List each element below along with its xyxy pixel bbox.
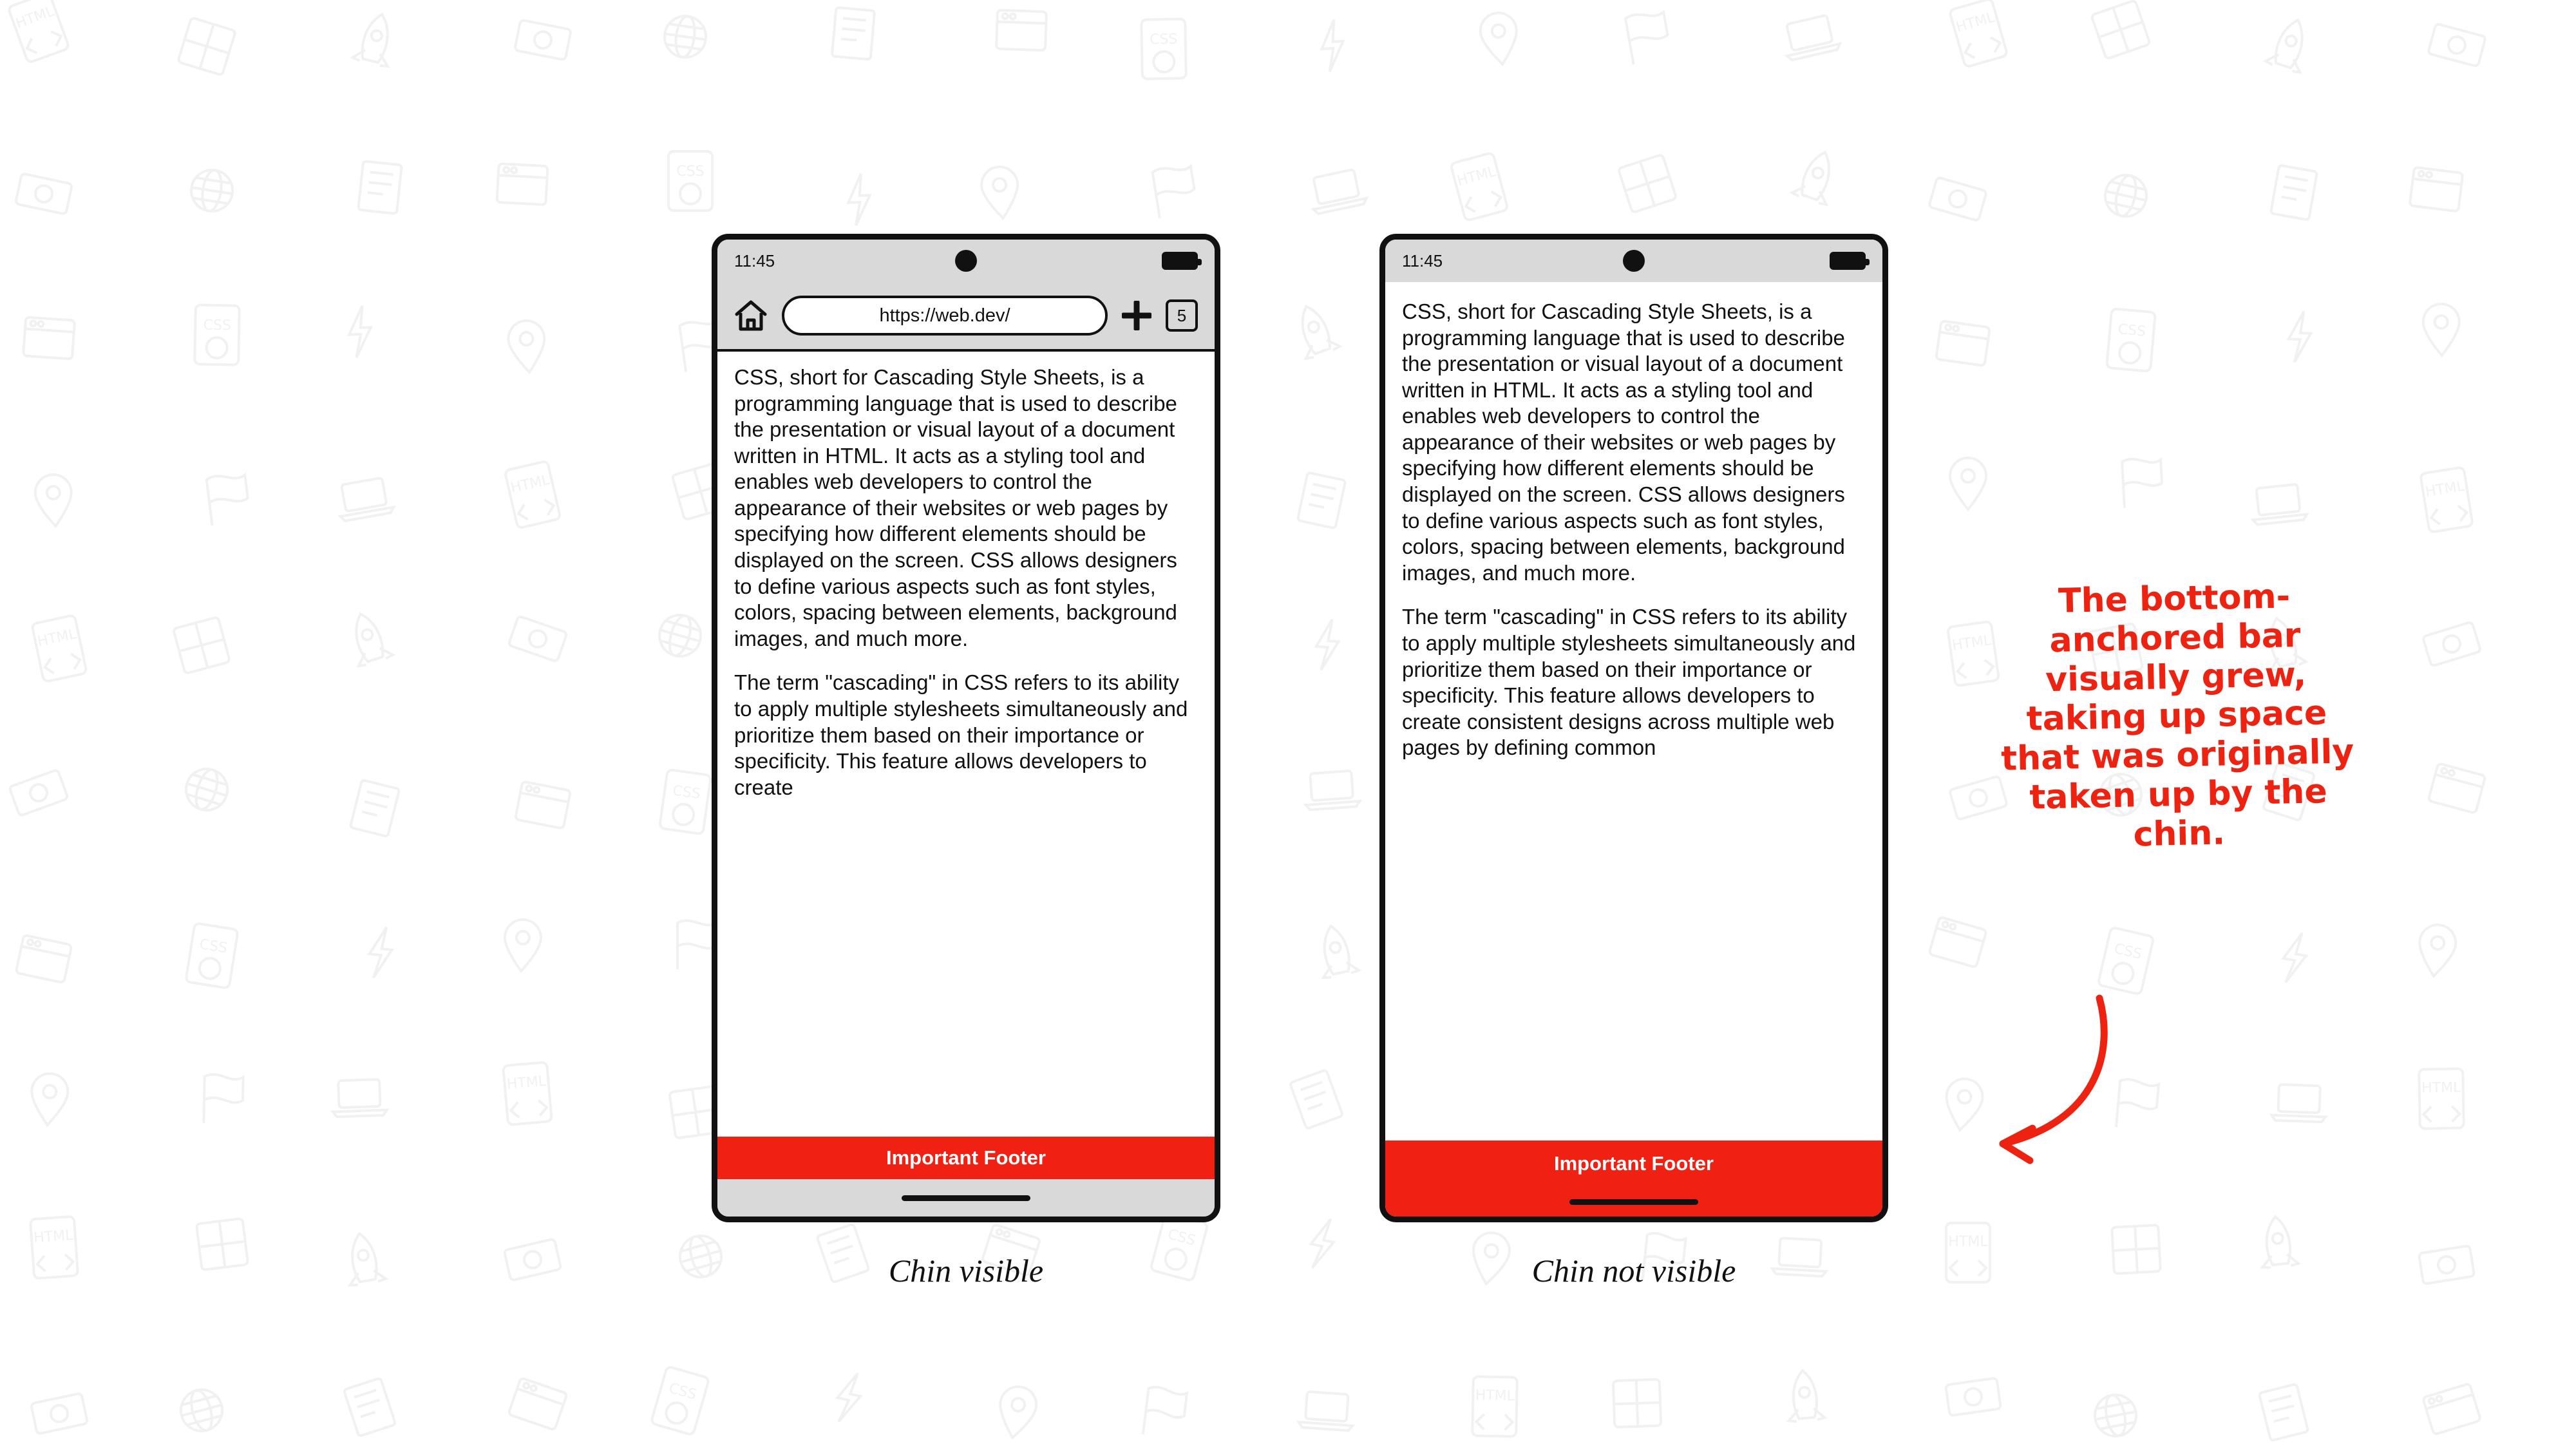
plus-icon[interactable] [1122,301,1151,330]
home-indicator[interactable] [902,1195,1030,1201]
annotation-text: The bottom-anchored bar visually grew, taking up space that was originally taken up by the chin. [2000,577,2354,855]
status-time: 11:45 [1402,251,1443,270]
url-input[interactable] [782,296,1108,336]
page-content [1385,282,1882,761]
device-chin [717,1179,1215,1217]
home-indicator[interactable] [1569,1199,1698,1205]
paragraph: CSS, short for Cascading Style Sheets, is a programming language that is used to describe the presentation or visual layout of a document written in HTML. It acts as a styling tool and enables web developers to control the appearance of their websites or web pages by specifying how different elements should be displayed on the screen. CSS allows designers to define various aspects such as font styles, colors, spacing between elements, background images, and much more. [1402,299,1845,585]
paragraph: The term "cascading" in CSS refers to its ability to apply multiple stylesheets simultaneously and prioritize them based on their importance or specificity. This feature allows developers to create [734,670,1188,799]
tab-count-button[interactable]: 5 [1166,299,1198,332]
footer-label: Important Footer [886,1146,1046,1169]
browser-toolbar [717,282,1215,352]
caption-chin-visible: Chin visible [888,1253,1044,1289]
page-content [717,352,1215,800]
home-icon[interactable] [734,299,768,332]
camera-dot-icon [1623,250,1645,272]
status-time: 11:45 [734,251,775,270]
caption-chin-not-visible: Chin not visible [1531,1253,1736,1289]
battery-full-icon [1830,252,1866,270]
camera-dot-icon [955,250,977,272]
status-bar [717,240,1215,282]
important-footer-bar[interactable] [717,1137,1215,1179]
paragraph: The term "cascading" in CSS refers to its ability to apply multiple stylesheets simultaneously and prioritize them based on their importance or specificity. This feature allows developers to create consistent designs across multiple web pages by defining common [1402,605,1856,760]
phone-chin-not-visible [1379,234,1888,1222]
paragraph: CSS, short for Cascading Style Sheets, is a programming language that is used to describe the presentation or visual layout of a document written in HTML. It acts as a styling tool and enables web developers to control the appearance of their websites or web pages by specifying how different elements should be displayed on the screen. CSS allows designers to define various aspects such as font styles, colors, spacing between elements, background images, and much more. [734,365,1177,650]
status-bar [1385,240,1882,282]
battery-full-icon [1162,252,1198,270]
phone-chin-visible [712,234,1220,1222]
footer-label: Important Footer [1554,1152,1714,1175]
url-text: https://web.dev/ [879,305,1010,326]
curved-arrow-left-icon [1887,992,2157,1204]
important-footer-bar[interactable] [1385,1141,1882,1217]
